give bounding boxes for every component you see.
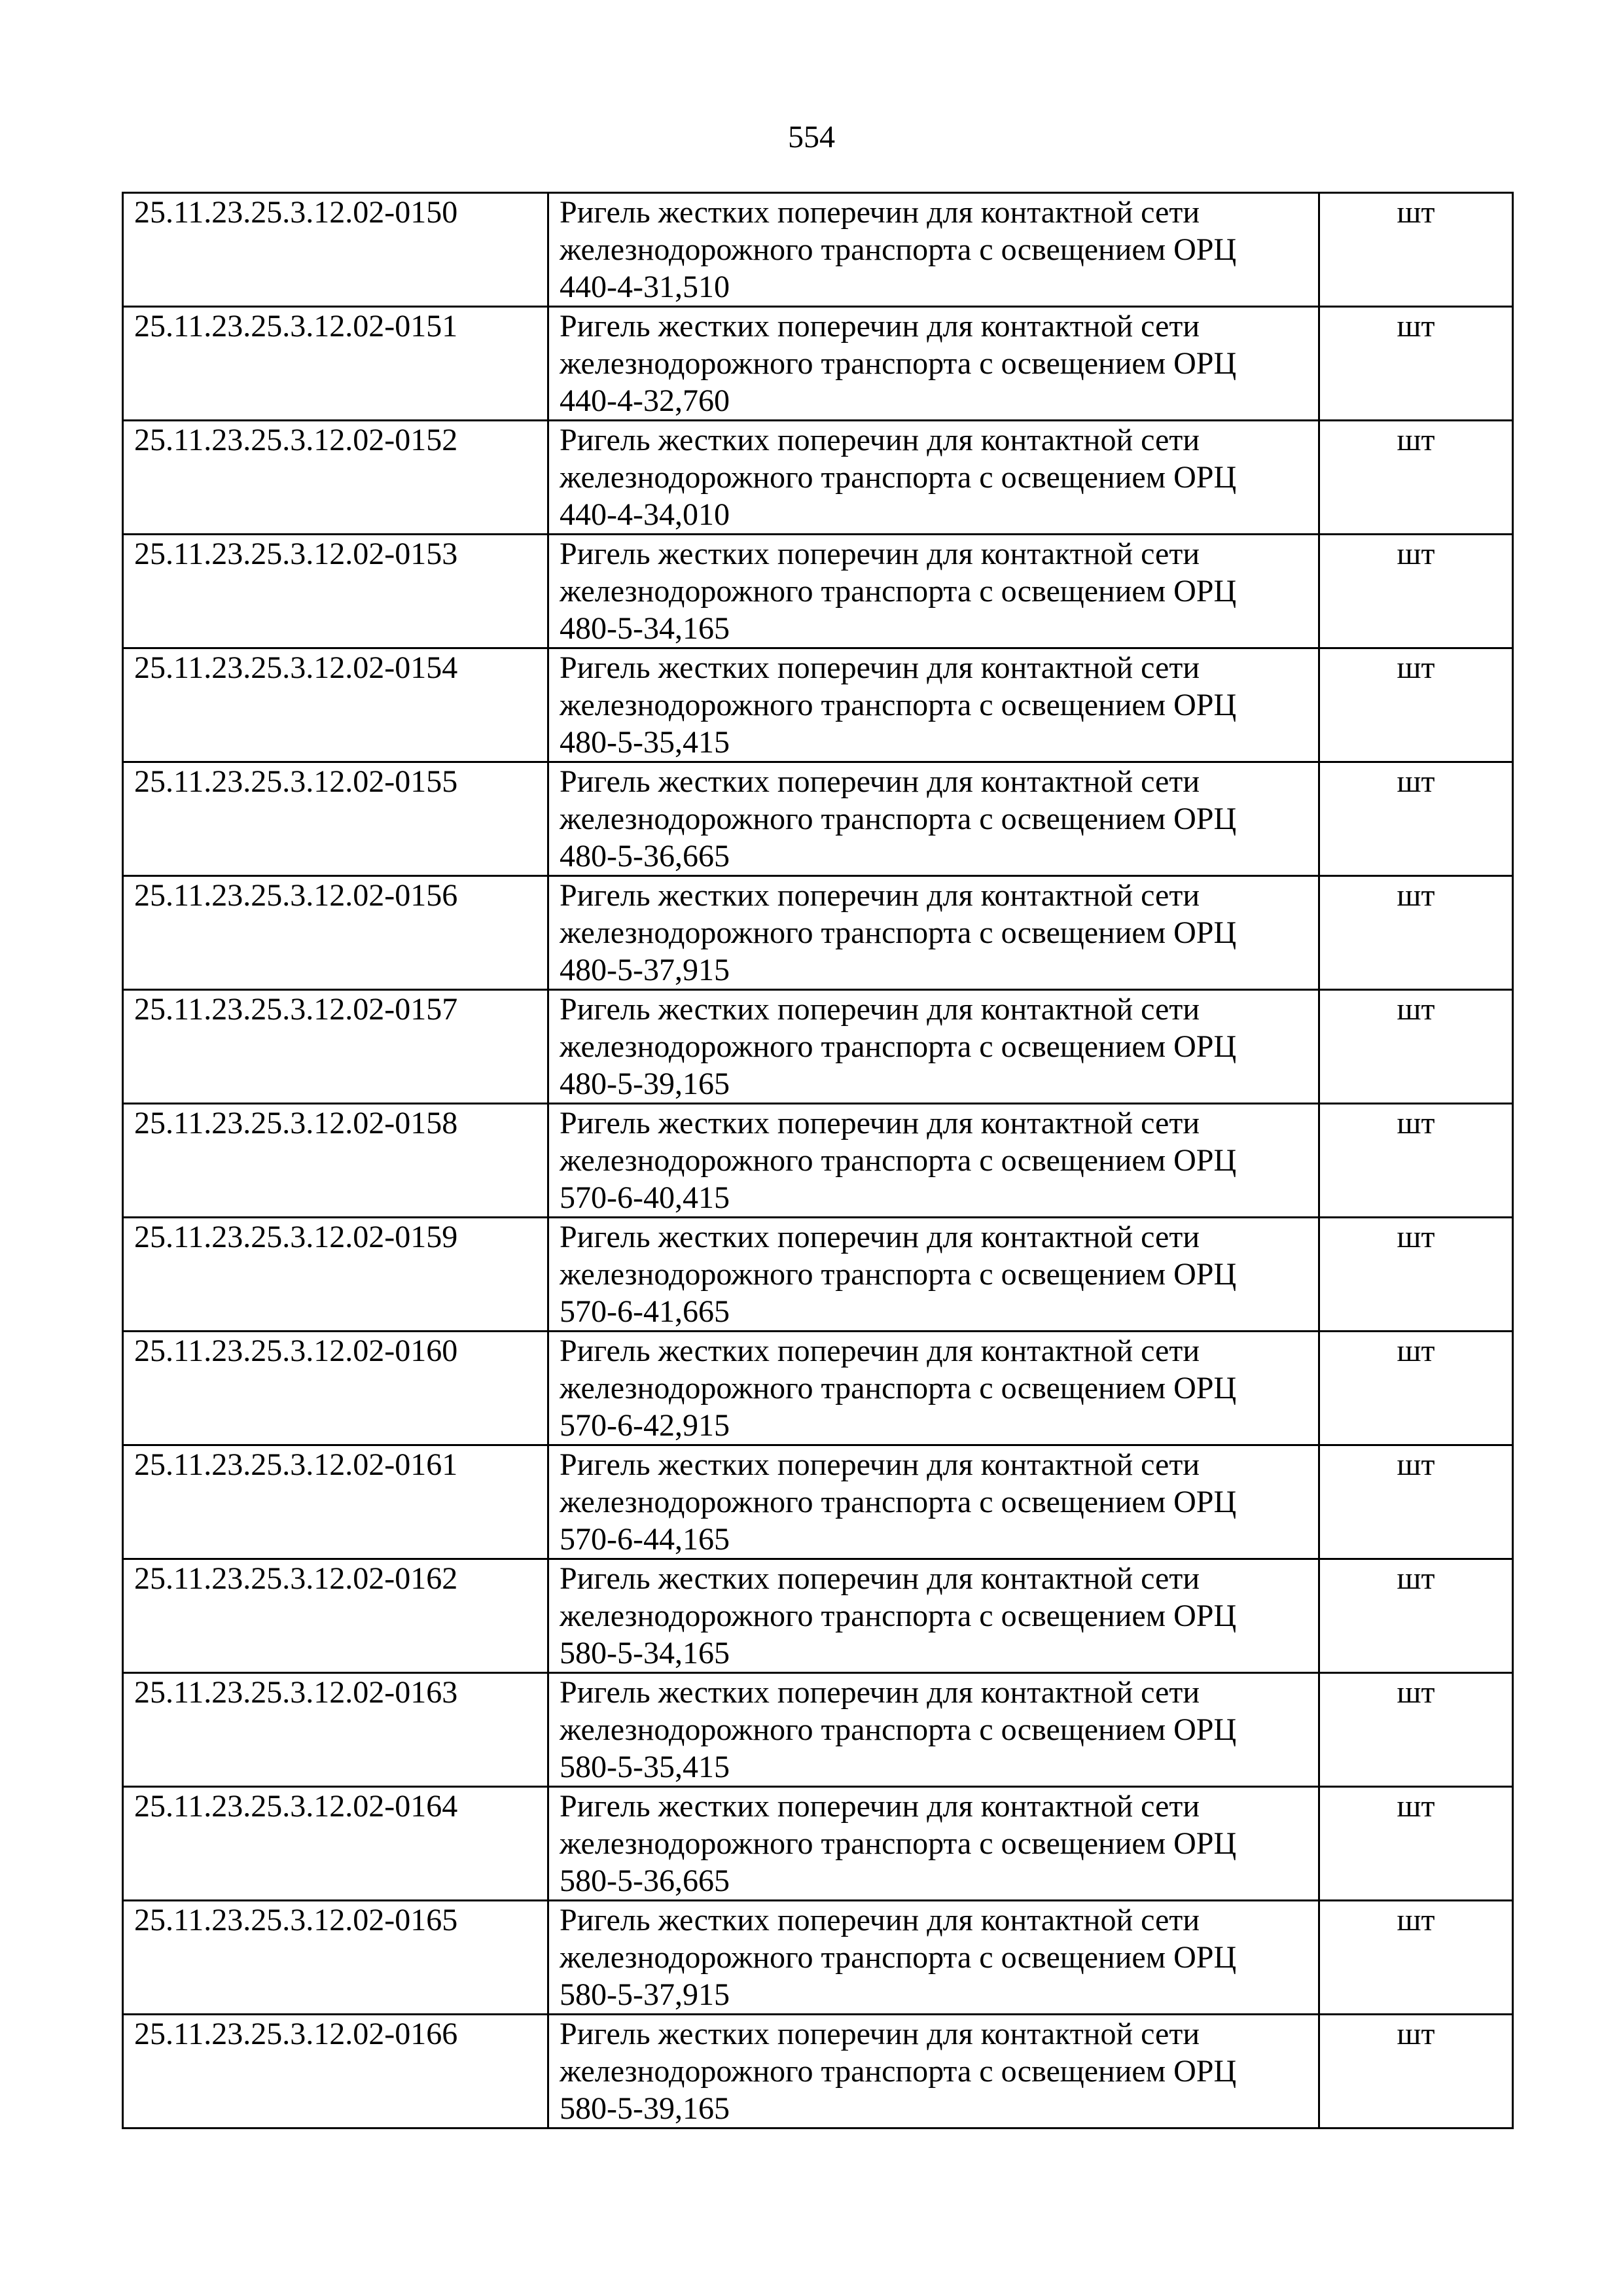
item-name-line: железнодорожного транспорта с освещением ОРЦ — [560, 1485, 1237, 1519]
item-name-line: Ригель жестких поперечин для контактной сети — [560, 992, 1200, 1027]
item-unit: шт — [1319, 1901, 1513, 2015]
item-code: 25.11.23.25.3.12.02-0152 — [123, 421, 548, 535]
catalog-table-body — [123, 193, 1513, 2128]
item-name-line: 580-5-35,415 — [560, 1750, 730, 1784]
item-name-line: Ригель жестких поперечин для контактной сети — [560, 423, 1200, 457]
item-code: 25.11.23.25.3.12.02-0161 — [123, 1445, 548, 1559]
item-name — [548, 1104, 1319, 1218]
item-unit: шт — [1319, 307, 1513, 421]
item-name — [548, 1787, 1319, 1901]
item-name-line: железнодорожного транспорта с освещением ОРЦ — [560, 2054, 1237, 2089]
item-name-line: Ригель жестких поперечин для контактной сети — [560, 537, 1200, 571]
item-code: 25.11.23.25.3.12.02-0163 — [123, 1673, 548, 1787]
table-row — [123, 648, 1513, 762]
item-name-line: железнодорожного транспорта с освещением ОРЦ — [560, 1371, 1237, 1405]
table-row — [123, 307, 1513, 421]
item-name-line: Ригель жестких поперечин для контактной сети — [560, 1220, 1200, 1254]
item-name-line: железнодорожного транспорта с освещением ОРЦ — [560, 1029, 1237, 1064]
item-code: 25.11.23.25.3.12.02-0153 — [123, 535, 548, 648]
item-name-line: Ригель жестких поперечин для контактной сети — [560, 309, 1200, 344]
item-name — [548, 421, 1319, 535]
item-name-line: 440-4-32,760 — [560, 383, 730, 418]
item-name-line: железнодорожного транспорта с освещением ОРЦ — [560, 574, 1237, 609]
item-name-line: Ригель жестких поперечин для контактной сети — [560, 1561, 1200, 1596]
item-name-line: 580-5-37,915 — [560, 1977, 730, 2012]
item-name-line: железнодорожного транспорта с освещением ОРЦ — [560, 688, 1237, 722]
table-row — [123, 876, 1513, 990]
table-row — [123, 1787, 1513, 1901]
item-name — [548, 535, 1319, 648]
item-unit: шт — [1319, 193, 1513, 307]
item-name-line: Ригель жестких поперечин для контактной сети — [560, 878, 1200, 913]
item-name-line: 480-5-36,665 — [560, 839, 730, 874]
catalog-table — [122, 192, 1514, 2129]
item-unit: шт — [1319, 1445, 1513, 1559]
item-name-line: железнодорожного транспорта с освещением ОРЦ — [560, 1712, 1237, 1747]
table-row — [123, 1218, 1513, 1332]
item-name-line: Ригель жестких поперечин для контактной сети — [560, 1106, 1200, 1140]
item-name-line: железнодорожного транспорта с освещением ОРЦ — [560, 1257, 1237, 1292]
item-code: 25.11.23.25.3.12.02-0150 — [123, 193, 548, 307]
item-name-line: Ригель жестких поперечин для контактной сети — [560, 195, 1200, 230]
table-row — [123, 1901, 1513, 2015]
item-unit: шт — [1319, 876, 1513, 990]
item-name-line: Ригель жестких поперечин для контактной сети — [560, 1675, 1200, 1710]
item-name — [548, 307, 1319, 421]
item-code: 25.11.23.25.3.12.02-0154 — [123, 648, 548, 762]
item-name-line: Ригель жестких поперечин для контактной сети — [560, 2017, 1200, 2051]
item-name — [548, 1901, 1319, 2015]
item-code: 25.11.23.25.3.12.02-0158 — [123, 1104, 548, 1218]
item-code: 25.11.23.25.3.12.02-0166 — [123, 2015, 548, 2128]
item-name-line: Ригель жестких поперечин для контактной сети — [560, 1447, 1200, 1482]
item-name — [548, 1559, 1319, 1673]
item-name-line: 480-5-35,415 — [560, 725, 730, 760]
item-unit: шт — [1319, 421, 1513, 535]
item-unit: шт — [1319, 990, 1513, 1104]
item-name-line: железнодорожного транспорта с освещением ОРЦ — [560, 915, 1237, 950]
table-row — [123, 990, 1513, 1104]
item-name-line: 480-5-37,915 — [560, 953, 730, 987]
table-row — [123, 1332, 1513, 1445]
item-unit: шт — [1319, 1218, 1513, 1332]
item-code: 25.11.23.25.3.12.02-0160 — [123, 1332, 548, 1445]
item-name-line: 570-6-41,665 — [560, 1294, 730, 1329]
item-name-line: железнодорожного транспорта с освещением ОРЦ — [560, 1598, 1237, 1633]
item-code: 25.11.23.25.3.12.02-0164 — [123, 1787, 548, 1901]
item-name-line: 580-5-34,165 — [560, 1636, 730, 1670]
item-code: 25.11.23.25.3.12.02-0156 — [123, 876, 548, 990]
item-name-line: железнодорожного транспорта с освещением ОРЦ — [560, 460, 1237, 495]
table-row — [123, 762, 1513, 876]
table-row — [123, 535, 1513, 648]
item-name — [548, 1673, 1319, 1787]
item-code: 25.11.23.25.3.12.02-0162 — [123, 1559, 548, 1673]
item-name-line: 440-4-34,010 — [560, 497, 730, 532]
item-name-line: 480-5-34,165 — [560, 611, 730, 646]
item-unit: шт — [1319, 1673, 1513, 1787]
table-row — [123, 421, 1513, 535]
table-row — [123, 193, 1513, 307]
table-row — [123, 1104, 1513, 1218]
item-name — [548, 193, 1319, 307]
item-code: 25.11.23.25.3.12.02-0155 — [123, 762, 548, 876]
item-name — [548, 648, 1319, 762]
table-row — [123, 2015, 1513, 2128]
item-name — [548, 1218, 1319, 1332]
item-name-line: 480-5-39,165 — [560, 1067, 730, 1101]
item-name-line: железнодорожного транспорта с освещением ОРЦ — [560, 1940, 1237, 1975]
item-name — [548, 876, 1319, 990]
item-unit: шт — [1319, 1559, 1513, 1673]
item-name-line: 570-6-44,165 — [560, 1522, 730, 1557]
item-name — [548, 2015, 1319, 2128]
page-number: 554 — [788, 120, 835, 154]
item-name-line: Ригель жестких поперечин для контактной сети — [560, 1903, 1200, 1937]
item-name-line: Ригель жестких поперечин для контактной сети — [560, 650, 1200, 685]
item-name-line: 570-6-42,915 — [560, 1408, 730, 1443]
item-name-line: железнодорожного транспорта с освещением ОРЦ — [560, 1143, 1237, 1178]
item-name-line: 580-5-36,665 — [560, 1863, 730, 1898]
item-name-line: Ригель жестких поперечин для контактной сети — [560, 1789, 1200, 1824]
item-unit: шт — [1319, 1104, 1513, 1218]
item-name-line: 570-6-40,415 — [560, 1180, 730, 1215]
item-code: 25.11.23.25.3.12.02-0159 — [123, 1218, 548, 1332]
item-name-line: 440-4-31,510 — [560, 270, 730, 304]
item-name-line: железнодорожного транспорта с освещением ОРЦ — [560, 1826, 1237, 1861]
item-unit: шт — [1319, 1332, 1513, 1445]
item-code: 25.11.23.25.3.12.02-0151 — [123, 307, 548, 421]
item-name-line: железнодорожного транспорта с освещением ОРЦ — [560, 232, 1237, 267]
item-unit: шт — [1319, 762, 1513, 876]
item-name — [548, 1445, 1319, 1559]
item-name-line: Ригель жестких поперечин для контактной сети — [560, 764, 1200, 799]
item-code: 25.11.23.25.3.12.02-0157 — [123, 990, 548, 1104]
item-name-line: Ригель жестких поперечин для контактной сети — [560, 1333, 1200, 1368]
item-name — [548, 990, 1319, 1104]
item-name-line: железнодорожного транспорта с освещением ОРЦ — [560, 346, 1237, 381]
item-unit: шт — [1319, 648, 1513, 762]
item-name-line: железнодорожного транспорта с освещением ОРЦ — [560, 802, 1237, 836]
item-code: 25.11.23.25.3.12.02-0165 — [123, 1901, 548, 2015]
table-row — [123, 1673, 1513, 1787]
item-unit: шт — [1319, 535, 1513, 648]
item-unit: шт — [1319, 1787, 1513, 1901]
item-name-line: 580-5-39,165 — [560, 2091, 730, 2126]
item-name — [548, 1332, 1319, 1445]
table-row — [123, 1559, 1513, 1673]
item-name — [548, 762, 1319, 876]
table-row — [123, 1445, 1513, 1559]
item-unit: шт — [1319, 2015, 1513, 2128]
